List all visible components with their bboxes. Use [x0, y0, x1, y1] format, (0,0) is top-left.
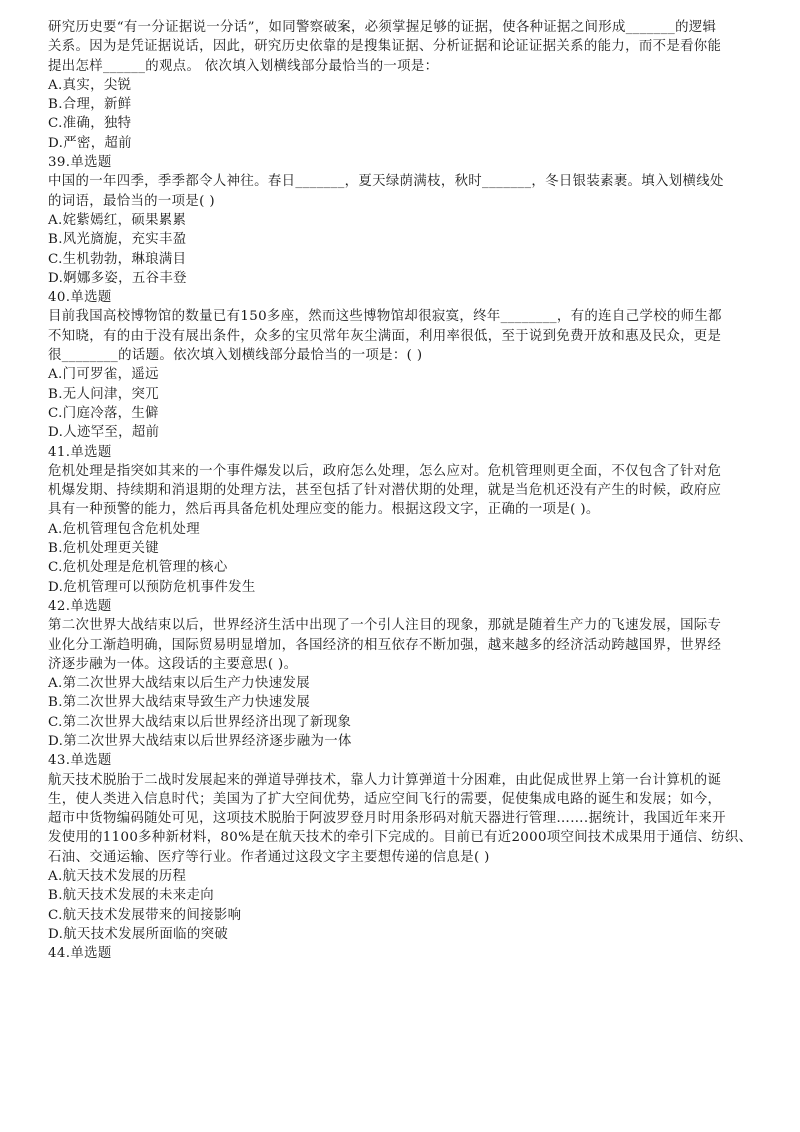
option-c[interactable]: C.危机处理是危机管理的核心: [48, 560, 228, 576]
option-d[interactable]: D.人迹罕至，超前: [48, 425, 160, 441]
question-header: 40.单选题: [48, 290, 112, 306]
question-header: 44.单选题: [48, 946, 112, 962]
question-header: 42.单选题: [48, 598, 112, 614]
stem-line: 研究历史要“有一分证据说一分话”，如同警察破案，必须掌握足够的证据，使各种证据之间形成_______的逻辑: [48, 20, 717, 35]
option-d[interactable]: D.航天技术发展所面临的突破: [48, 926, 229, 942]
option-b[interactable]: B.合理，新鲜: [48, 97, 132, 113]
stem-line: 业化分工渐趋明确，国际贸易明显增加，各国经济的相互依存不断加强，越来越多的经济活动跨越国界，世界经: [48, 637, 722, 653]
stem-line: 生，使人类进入信息时代；美国为了扩大空间优势，适应空间飞行的需要，促使集成电路的诞生和发展；如今，: [48, 791, 722, 807]
option-c[interactable]: C.生机勃勃，琳琅满目: [48, 251, 187, 267]
option-d[interactable]: D.婀娜多姿，五谷丰登: [48, 270, 187, 286]
question-stem: [48, 771, 752, 867]
stem-line: 发使用的1100多种新材料，80%是在航天技术的牵引下完成的。目前已有近2000项空间技术成果用于通信、纺织、: [48, 830, 753, 846]
answer-options: [48, 211, 752, 288]
option-a[interactable]: A.姹紫嫣红，硕果累累: [48, 212, 187, 228]
stem-line: 航天技术脱胎于二战时发展起来的弹道导弹技术，靠人力计算弹道十分困难，由此促成世界上第一台计算机的诞: [48, 772, 722, 788]
stem-line: 不知晓，有的由于没有展出条件，众多的宝贝常年灰尘满面，利用率很低，至于说到免费开放和惠及民众，更是: [48, 328, 722, 344]
stem-line: 第二次世界大战结束以后，世界经济生活中出现了一个引人注目的现象，那就是随着生产力的飞速发展，国际专: [48, 618, 722, 634]
answer-options: [48, 520, 752, 597]
answer-options: [48, 674, 752, 751]
question-38-continued: [48, 18, 752, 153]
stem-line: 提出怎样______的观点。 依次填入划横线部分最恰当的一项是：: [48, 58, 439, 74]
question-header: 41.单选题: [48, 444, 112, 460]
option-a[interactable]: A.门可罗雀，遥远: [48, 367, 159, 383]
answer-options: [48, 867, 752, 944]
question-block: [48, 288, 752, 442]
stem-line: 具有一种预警的能力，然后再具备危机处理应变的能力。根据这段文字，正确的一项是( )。: [48, 502, 600, 518]
option-b[interactable]: B.危机处理更关键: [48, 541, 159, 557]
exam-page: [48, 18, 752, 964]
stem-line: 超市中货物编码随处可见，这项技术脱胎于阿波罗登月时用条形码对航天器进行管理…….据统计，我国近年来开: [48, 811, 726, 827]
question-stem: [48, 616, 752, 674]
option-b[interactable]: B.风光旖旎，充实丰盈: [48, 232, 187, 248]
option-b[interactable]: B.第二次世界大战结束导致生产力快速发展: [48, 695, 311, 711]
question-block: [48, 597, 752, 751]
option-d[interactable]: D.第二次世界大战结束以后世界经济逐步融为一体: [48, 733, 352, 749]
stem-line: 危机处理是指突如其来的一个事件爆发以后，政府怎么处理，怎么应对。危机管理则更全面，不仅包含了针对危: [48, 463, 722, 479]
stem-line: 济逐步融为一体。这段话的主要意思( )。: [48, 656, 298, 672]
option-a[interactable]: A.第二次世界大战结束以后生产力快速发展: [48, 676, 310, 692]
option-a[interactable]: A.真实，尖锐: [48, 77, 132, 93]
question-stem: [48, 172, 752, 211]
option-b[interactable]: B.无人问津，突兀: [48, 386, 159, 402]
option-c[interactable]: C.航天技术发展带来的间接影响: [48, 907, 242, 923]
option-a[interactable]: A.危机管理包含危机处理: [48, 521, 201, 537]
stem-line: 的词语，最恰当的一项是( ): [48, 193, 215, 209]
stem-line: 很________的话题。依次填入划横线部分最恰当的一项是：( ): [48, 348, 423, 364]
question-stem: [48, 462, 752, 520]
option-d[interactable]: D.危机管理可以预防危机事件发生: [48, 579, 256, 595]
answer-options: [48, 365, 752, 442]
option-a[interactable]: A.航天技术发展的历程: [48, 869, 187, 885]
stem-line: 目前我国高校博物馆的数量已有150多座，然而这些博物馆却很寂寞，终年________，有的连自己学校的师生都: [48, 309, 722, 325]
option-c[interactable]: C.第二次世界大战结束以后世界经济出现了新现象: [48, 714, 352, 730]
question-block: [48, 751, 752, 944]
answer-options: [48, 76, 752, 153]
option-d[interactable]: D.严密，超前: [48, 135, 132, 151]
stem-line: 石油、交通运输、医疗等行业。作者通过这段文字主要想传递的信息是( ): [48, 849, 490, 865]
stem-line: 中国的一年四季，季季都令人神往。春日_______，夏天绿荫满枝，秋时_______，冬日银装素裹。填入划横线处: [48, 174, 724, 190]
question-header: 39.单选题: [48, 155, 112, 171]
stem-line: 关系。因为是凭证据说话，因此，研究历史依靠的是搜集证据、分析证据和论证证据关系的能力，而不是看你能: [48, 39, 722, 55]
question-block: [48, 443, 752, 597]
option-c[interactable]: C.准确，独特: [48, 116, 132, 132]
option-b[interactable]: B.航天技术发展的未来走向: [48, 888, 214, 904]
option-c[interactable]: C.门庭冷落，生僻: [48, 405, 159, 421]
question-header: 43.单选题: [48, 753, 112, 769]
question-stem: [48, 18, 752, 76]
question-block: [48, 944, 752, 963]
question-list: [48, 153, 752, 963]
question-stem: [48, 307, 752, 365]
question-block: [48, 153, 752, 288]
stem-line: 机爆发期、持续期和消退期的处理方法，甚至包括了针对潜伏期的处理，就是当危机还没有产生的时候，政府应: [48, 483, 722, 499]
